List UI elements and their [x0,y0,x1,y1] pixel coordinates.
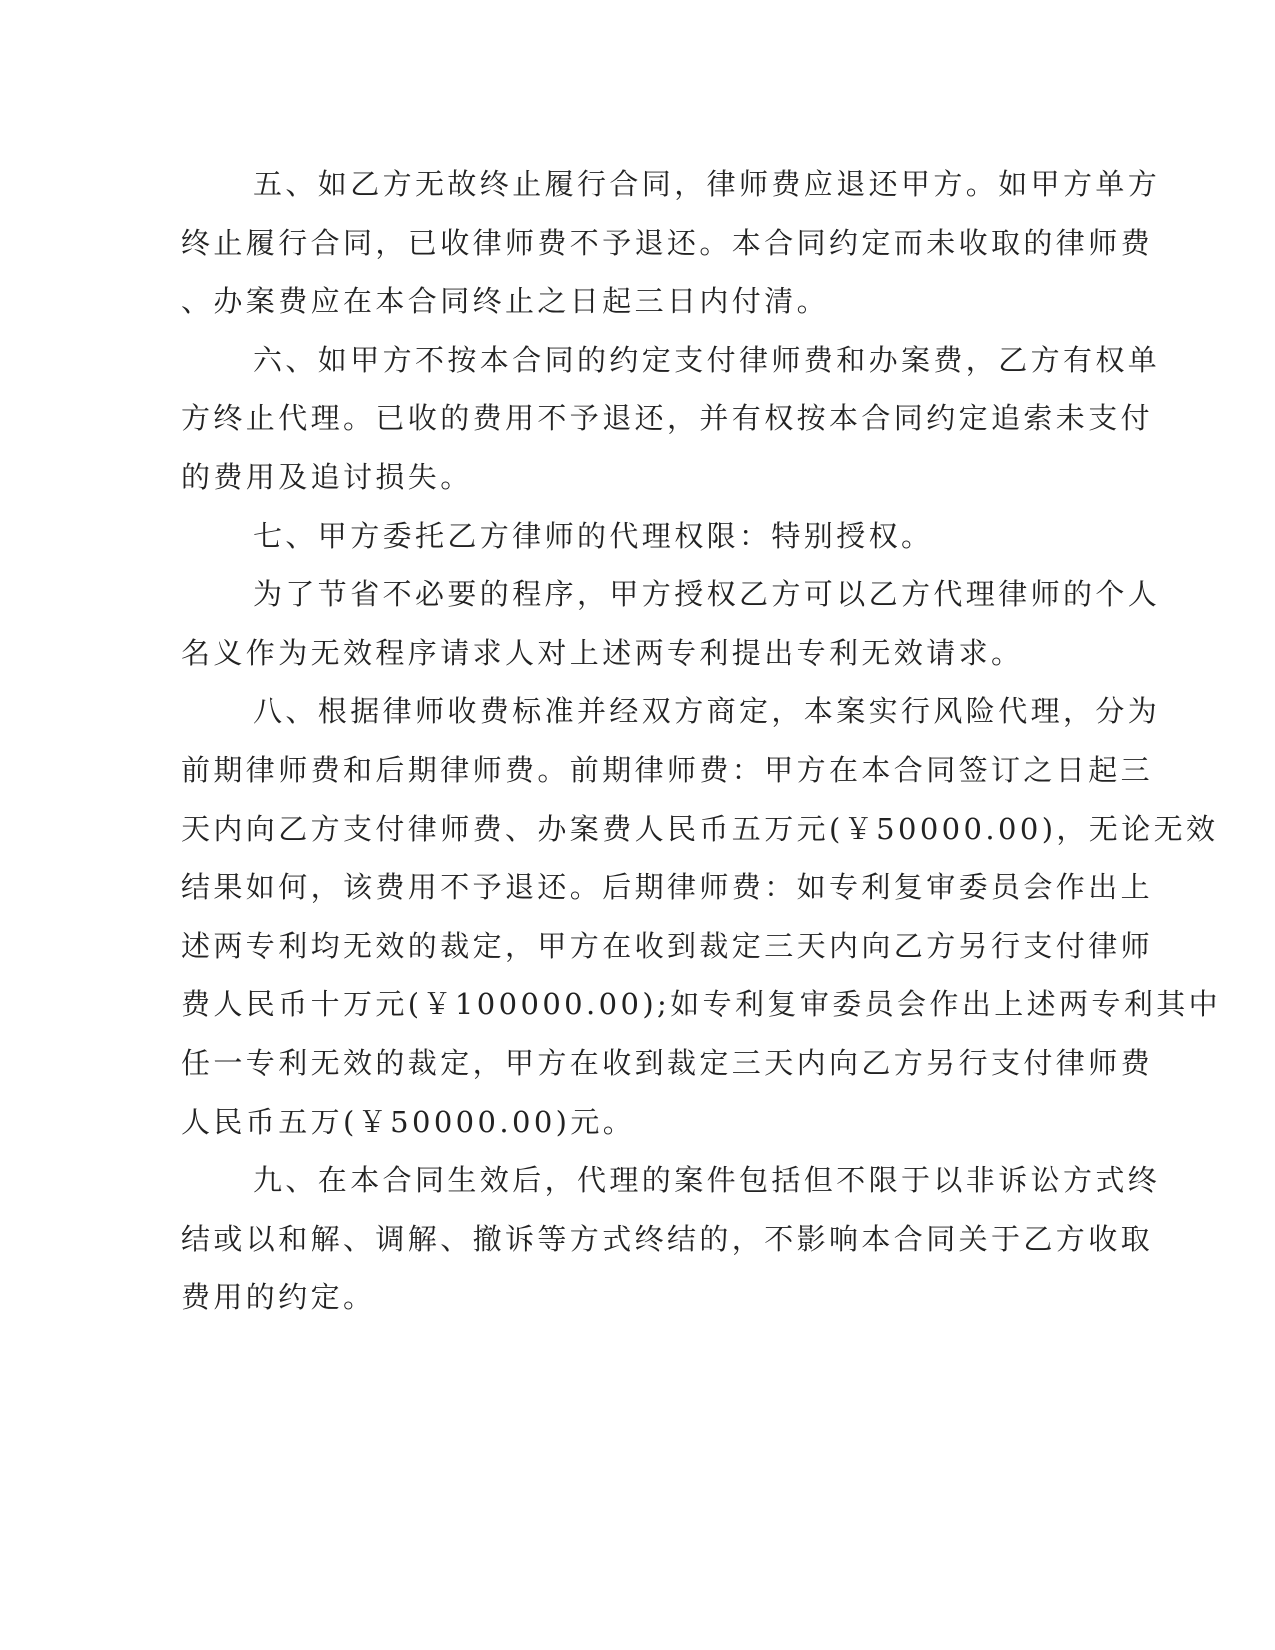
clause-7-note-paragraph [181,565,1161,682]
text-line: 七、甲方委托乙方律师的代理权限：特别授权。 [253,518,934,553]
text-line: 费用的约定。 [181,1280,376,1315]
text-line: 六、如甲方不按本合同的约定支付律师费和办案费，乙方有权单 [253,342,1161,377]
text-line: 前期律师费和后期律师费。前期律师费：甲方在本合同签订之日起三 [181,752,1154,787]
text-line: 人民币五万(￥50000.00)元。 [181,1104,636,1139]
clause-9-paragraph [181,1151,1161,1327]
text-line: 结果如何，该费用不予退还。后期律师费：如专利复审委员会作出上 [181,870,1154,905]
text-line: 名义作为无效程序请求人对上述两专利提出专利无效请求。 [181,635,1024,670]
clause-5-paragraph [181,155,1161,331]
text-line: 任一专利无效的裁定，甲方在收到裁定三天内向乙方另行支付律师费 [181,1045,1154,1080]
clause-8-paragraph [181,682,1222,1151]
text-line: 八、根据律师收费标准并经双方商定，本案实行风险代理，分为 [253,694,1161,729]
text-line: 为了节省不必要的程序，甲方授权乙方可以乙方代理律师的个人 [253,577,1161,612]
clause-6-paragraph [181,331,1161,507]
text-line: 的费用及追讨损失。 [181,459,473,494]
text-line: 五、如乙方无故终止履行合同，律师费应退还甲方。如甲方单方 [253,167,1161,201]
clause-7-paragraph [181,507,1061,566]
text-line: 结或以和解、调解、撤诉等方式终结的，不影响本合同关于乙方收取 [181,1221,1154,1256]
contract-body [181,155,1222,1327]
text-line: 终止履行合同，已收律师费不予退还。本合同约定而未收取的律师费 [181,225,1154,260]
text-line: 述两专利均无效的裁定，甲方在收到裁定三天内向乙方另行支付律师 [181,928,1154,963]
text-line: 天内向乙方支付律师费、办案费人民币五万元(￥50000.00)，无论无效 [181,811,1219,846]
text-line: 九、在本合同生效后，代理的案件包括但不限于以非诉讼方式终 [253,1163,1161,1198]
text-line: 、办案费应在本合同终止之日起三日内付清。 [181,284,830,319]
text-line: 费人民币十万元(￥100000.00);如专利复审委员会作出上述两专利其中 [181,987,1222,1022]
text-line: 方终止代理。已收的费用不予退还，并有权按本合同约定追索未支付 [181,401,1154,436]
